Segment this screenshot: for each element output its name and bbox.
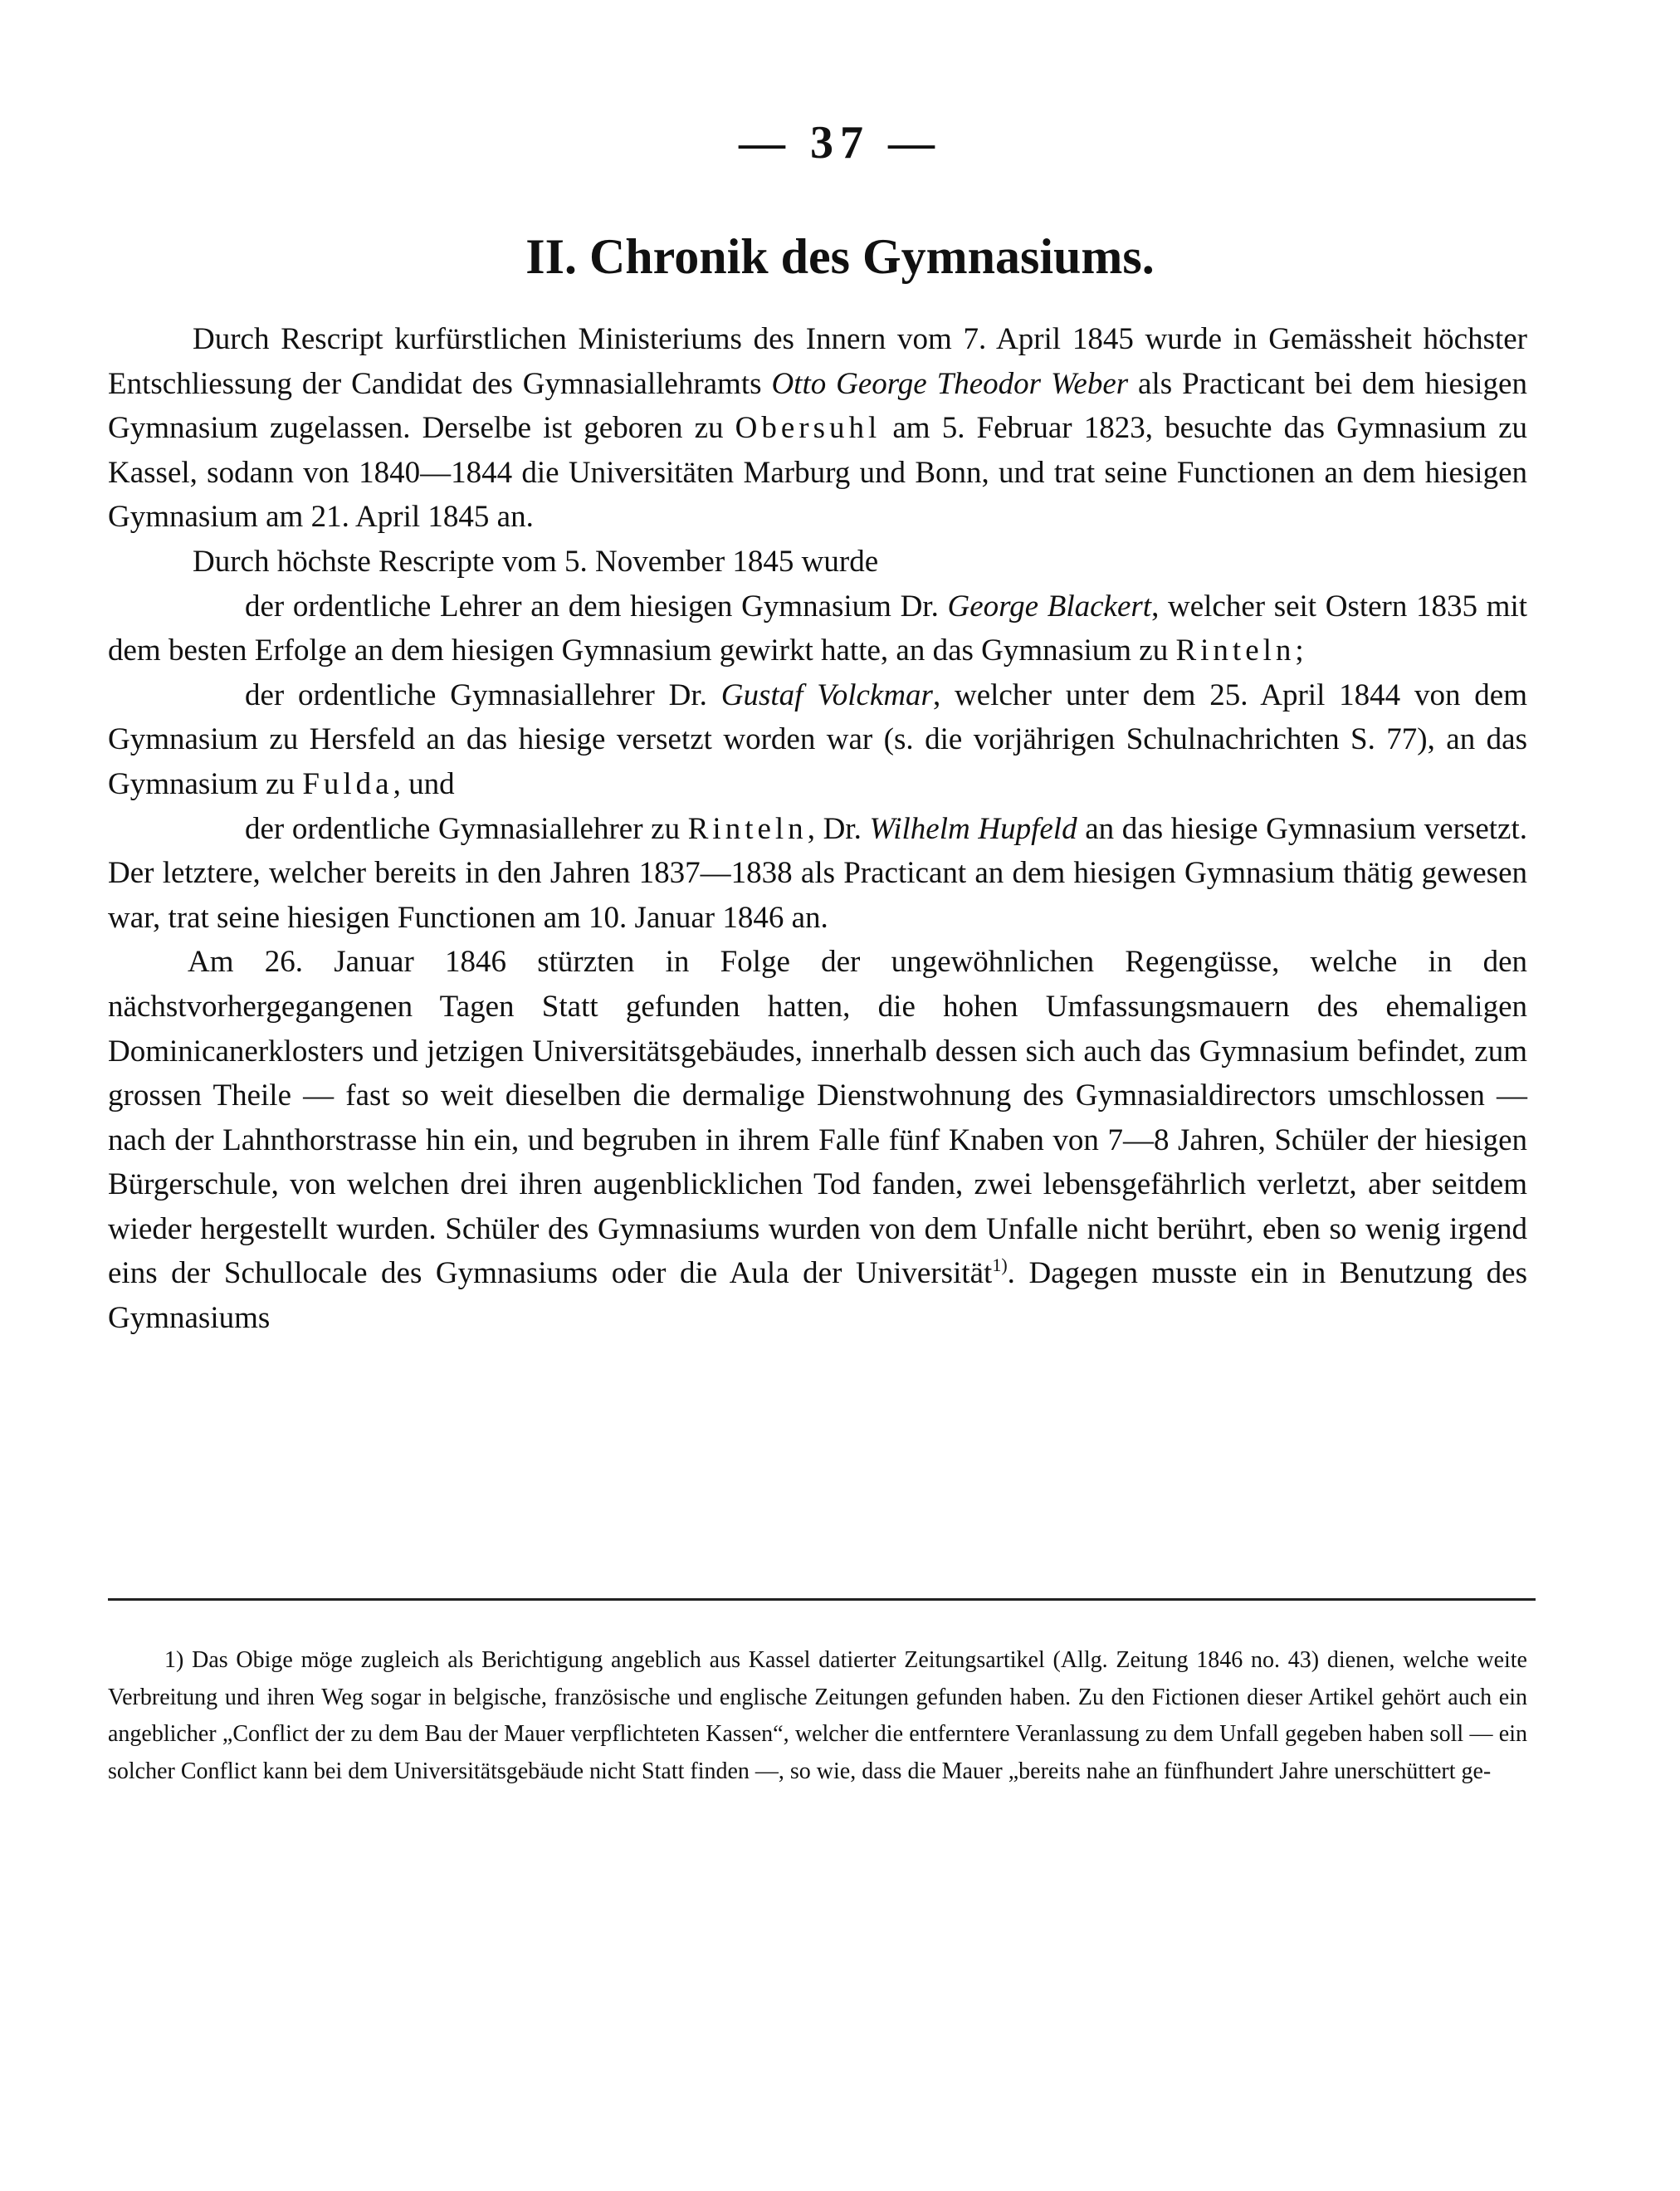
paragraph-3-text-a: der ordentliche Lehrer an dem hiesigen Gymnasium Dr.: [245, 589, 948, 624]
paragraph-6-text-b: . Dagegen musste ein in Benutzung des Gymnasiums: [108, 1256, 1528, 1336]
paragraph-4-text-b: , welcher unter dem 25. April 1844 von dem Gymnasium zu Hersfeld an das hiesige versetzt worden war (s. die vorjährigen Schulnachrichten S. 77), an das Gymnasium zu: [108, 677, 1527, 801]
footnote-reference: 1): [992, 1254, 1008, 1276]
page-number: — 37 —: [739, 117, 941, 169]
paragraph-4-text-c: , und: [393, 766, 455, 801]
paragraph-1: [108, 317, 1527, 540]
paragraph-3-text-b: , welcher seit Ostern 1835 mit dem besten Erfolge an dem hiesigen Gymnasium gewirkt hatte, an das Gymnasium zu: [108, 589, 1528, 668]
person-name-volckmar: Gustaf Volckmar: [720, 677, 933, 712]
paragraph-1-text-b: als Practicant bei dem hiesigen Gymnasium zugelassen. Derselbe ist geboren zu: [108, 366, 1527, 446]
place-name-fulda: Fulda: [302, 766, 393, 801]
paragraph-1-text-a: Durch Rescript kurfürstlichen Ministeriums des Innern vom 7. April 1845 wurde in Gemässheit höchster Entschliessung der Candidat des Gymnasiallehramts: [108, 322, 1527, 401]
paragraph-6: [108, 940, 1527, 1340]
section-title: II. Chronik des Gymnasiums.: [525, 229, 1155, 284]
paragraph-6-text-a: Am 26. Januar 1846 stürzten in Folge der ungewöhnlichen Regengüsse, welche in den nächstvorhergegangenen Tagen Statt gefunden hatten, die hohen Umfassungsmauern des ehemaligen Dominicanerklosters und jetzigen Universitätsgebäudes, innerhalb dessen sich auch das Gymnasium befindet, zum grossen Theile — fast so weit dieselben die dermalige Dienstwohnung des Gymnasialdirectors umschlossen — nach der Lahnthorstrasse hin ein, und begruben in ihrem Falle fünf Knaben von 7—8 Jahren, Schüler der hiesigen Bürgerschule, von welchen drei ihren augenblicklichen Tod fanden, zwei lebensgefährlich verletzt, aber seitdem wieder hergestellt wurden. Schüler des Gymnasiums wurden von dem Unfalle nicht berührt, eben so wenig irgend eins der Schullocale des Gymnasiums oder die Aula der Universität: [108, 945, 1527, 1291]
paragraph-5: [108, 807, 1527, 941]
footnote-divider: [108, 1598, 1536, 1601]
person-name-blackert: George Blackert: [947, 589, 1152, 624]
paragraph-4: [108, 673, 1527, 807]
paragraph-5-text-c: an das hiesige Gymnasium versetzt. Der letztere, welcher bereits in den Jahren 1837—1838 als Practicant an dem hiesigen Gymnasium thätig gewesen war, trat seine hiesigen Functionen am 10. Januar 1846 an.: [108, 811, 1527, 935]
place-name-rinteln-2: Rinteln: [687, 811, 808, 846]
paragraph-5-text-a: der ordentliche Gymnasiallehrer zu: [245, 811, 688, 846]
place-name-rinteln: Rinteln: [1175, 633, 1296, 668]
body-text: [108, 317, 1527, 1341]
paragraph-4-text-a: der ordentliche Gymnasiallehrer Dr.: [245, 677, 721, 712]
place-name-obersuhl: Obersuhl: [735, 411, 882, 446]
paragraph-5-text-b: , Dr.: [807, 811, 870, 846]
person-name-hupfeld: Wilhelm Hupfeld: [869, 811, 1077, 846]
person-name-weber: Otto George Theodor Weber: [771, 366, 1129, 401]
paragraph-1-text-c: am 5. Februar 1823, besuchte das Gymnasium zu Kassel, sodann von 1840—1844 die Universitäten Marburg und Bonn, und trat seine Functionen an dem hiesigen Gymnasium am 21. April 1845 an.: [108, 411, 1527, 535]
paragraph-3-text-c: ;: [1295, 633, 1304, 668]
footnote-text: 1) Das Obige möge zugleich als Berichtigung angeblich aus Kassel datierter Zeitungsartikel (Allg. Zeitung 1846 no. 43) dienen, welche weite Verbreitung und ihren Weg sogar in belgische, französische und englische Zeitungen gefunden haben. Zu den Fictionen dieser Artikel gehört auch ein angeblicher „Conflict der zu dem Bau der Mauer verpflichteten Kassen“, welcher die entferntere Veranlassung zu dem Unfall gegeben haben soll — ein solcher Conflict kann bei dem Universitätsgebäude nicht Statt finden —, so wie, dass die Mauer „bereits nahe an fünfhundert Jahre unerschüttert ge-: [108, 1647, 1527, 1784]
footnote: [108, 1642, 1527, 1790]
paragraph-3: [108, 584, 1527, 673]
paragraph-2: Durch höchste Rescripte vom 5. November 1845 wurde: [193, 544, 879, 579]
